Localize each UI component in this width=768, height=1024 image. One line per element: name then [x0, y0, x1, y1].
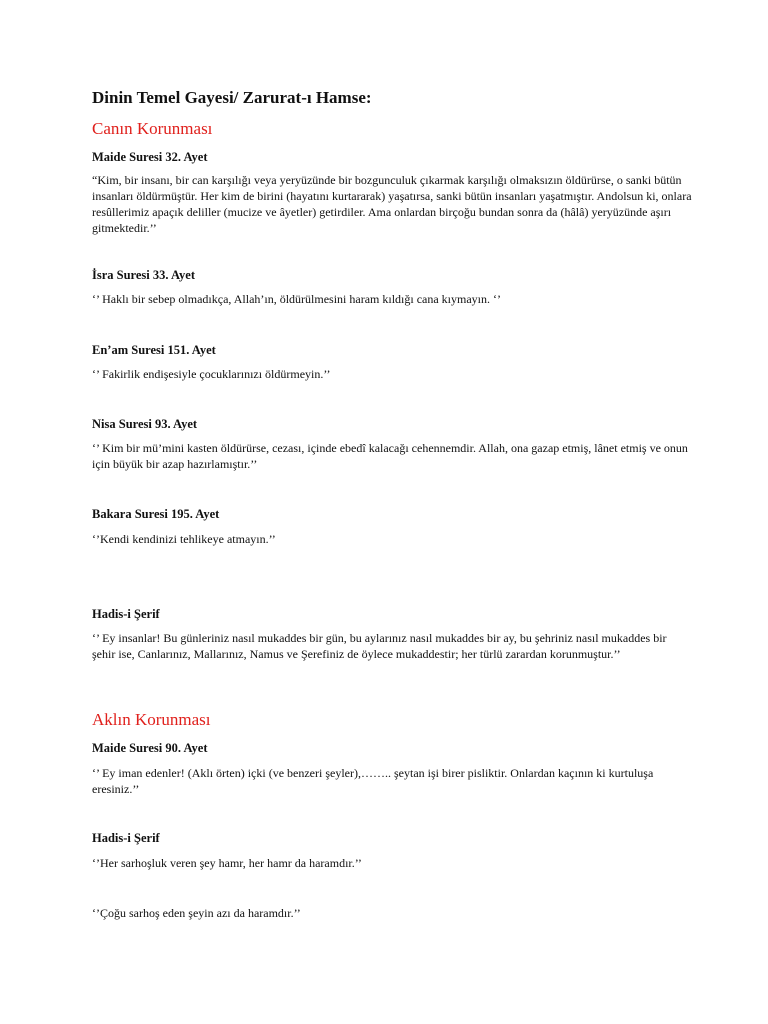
verse-text: ‘’ Kim bir mü’mini kasten öldürürse, cezası, içinde ebedî kalacağı cehennemdir. Allah, ona gazap etmiş, lânet etmiş ve onun için büyük bir azap hazırlamıştır.’’	[92, 441, 688, 471]
verse-source: En’am Suresi 151. Ayet	[92, 343, 216, 357]
verse-source: Maide Suresi 90. Ayet	[92, 741, 208, 755]
verse-text: ‘’ Fakirlik endişesiyle çocuklarınızı öldürmeyin.’’	[92, 367, 331, 381]
document-title: Dinin Temel Gayesi/ Zarurat-ı Hamse:	[92, 88, 372, 107]
verse-source: Hadis-i Şerif	[92, 831, 160, 845]
section-heading-aklin-korunmasi: Aklın Korunması	[92, 710, 211, 729]
verse-text: ‘’Çoğu sarhoş eden şeyin azı da haramdır.’’	[92, 906, 301, 920]
verse-source: Hadis-i Şerif	[92, 607, 160, 621]
section-heading-canin-korunmasi: Canın Korunması	[92, 119, 213, 138]
verse-text: “Kim, bir insanı, bir can karşılığı veya yeryüzünde bir bozgunculuk çıkarmak karşılığı olmaksızın öldürürse, o sanki bütün insanları öldürmüştür. Her kim de birini (hayatını kurtararak) yaşatırsa, sanki bütün insanları yaşatmıştır. Andolsun ki, onlara resûllerimiz apaçık deliller (mucize ve âyetler) getirdiler. Ama onlardan birçoğu bundan sonra da (hâlâ) yeryüzünde aşırı gitmektedir.’’	[92, 173, 692, 235]
verse-text: ‘’Kendi kendinizi tehlikeye atmayın.’’	[92, 532, 276, 546]
verse-source: Nisa Suresi 93. Ayet	[92, 417, 198, 431]
verse-text: ‘’ Ey insanlar! Bu günleriniz nasıl mukaddes bir gün, bu aylarınız nasıl mukaddes bir ay, bu şehriniz nasıl mukaddes bir şehir ise, Canlarınız, Mallarınız, Namus ve Şerefiniz de öylece mukaddestir; her türlü zarardan korunmuştur.’’	[92, 631, 667, 661]
verse-text: ‘’ Haklı bir sebep olmadıkça, Allah’ın, öldürülmesini haram kıldığı cana kıymayın. ‘’	[92, 292, 502, 306]
verse-source: İsra Suresi 33. Ayet	[92, 268, 196, 282]
verse-text: ‘’ Ey iman edenler! (Aklı örten) içki (ve benzeri şeyler),…….. şeytan işi birer pisliktir. Onlardan kaçının ki kurtuluşa eresiniz.’’	[92, 766, 654, 796]
verse-source: Bakara Suresi 195. Ayet	[92, 507, 220, 521]
verse-source: Maide Suresi 32. Ayet	[92, 150, 208, 164]
verse-text: ‘’Her sarhoşluk veren şey hamr, her hamr da haramdır.’’	[92, 856, 362, 870]
